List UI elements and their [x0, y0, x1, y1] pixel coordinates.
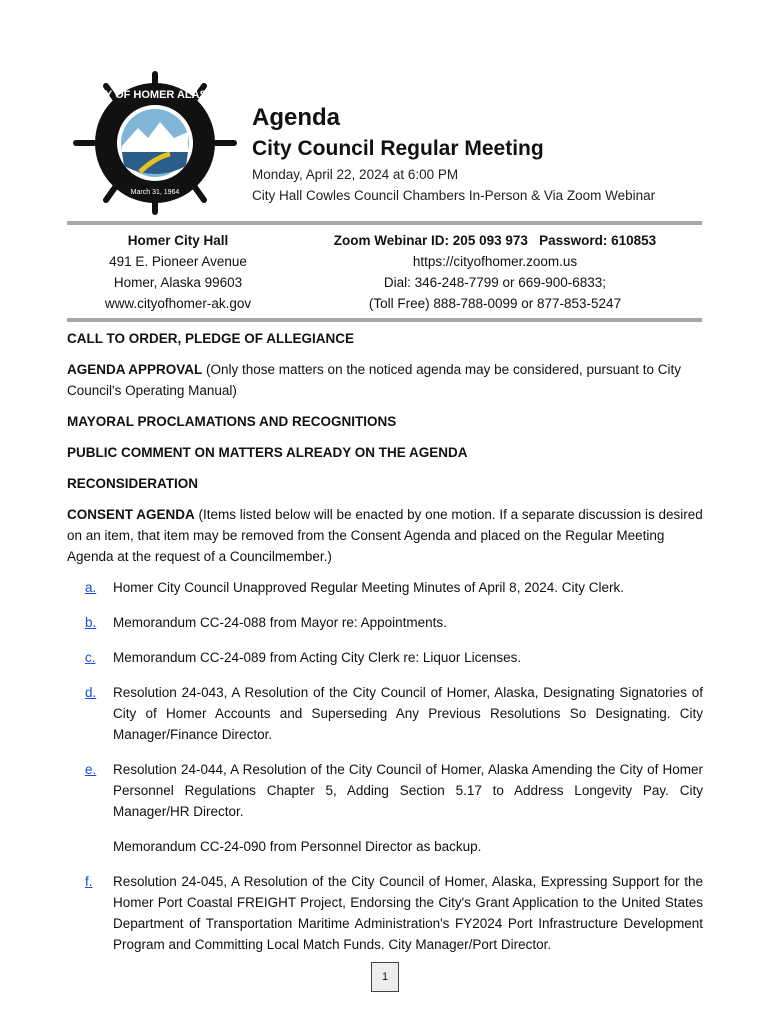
zoom-url-link[interactable]: https://cityofhomer.zoom.us	[412, 254, 578, 269]
list-item	[67, 647, 703, 668]
header-divider	[67, 221, 702, 225]
item-link-e[interactable]: e.	[85, 762, 97, 777]
item-link-f[interactable]: f.	[85, 874, 93, 889]
title-block	[252, 102, 655, 206]
item-link-d[interactable]: d.	[85, 685, 97, 700]
list-item	[67, 682, 703, 745]
list-item	[67, 759, 703, 822]
info-divider	[67, 318, 702, 322]
item-text: Resolution 24-045, A Resolution of the City Council of Homer, Alaska, Expressing Support for the Homer Port Coastal FREIGHT Project, Endorsing the City's Grant Application to the United States Department of Transportation Maritime Administration's FY2024 Port Infrastructure Development Program and Committing Local Match Funds. City Manager/Port Director.	[113, 874, 703, 952]
item-text: Homer City Council Unapproved Regular Meeting Minutes of April 8, 2024. City Clerk.	[113, 580, 624, 595]
city-of-homer-seal	[70, 70, 240, 216]
consent-agenda-section	[67, 504, 703, 567]
zoom-webinar-id: Zoom Webinar ID: 205 093 973 Password: 610853	[333, 233, 657, 248]
page-number: 1	[371, 962, 399, 992]
consent-items-list	[67, 577, 703, 955]
seal-ring-text: CITY OF HOMER ALASKA	[87, 89, 223, 101]
consent-agenda-heading: CONSENT AGENDA	[67, 507, 195, 522]
meeting-title: City Council Regular Meeting	[252, 137, 544, 160]
dial-numbers: Dial: 346-248-7799 or 669-900-6833;	[383, 275, 607, 290]
call-to-order-heading: CALL TO ORDER, PLEDGE OF ALLEGIANCE	[67, 331, 355, 346]
meeting-date: Monday, April 22, 2024 at 6:00 PM	[252, 167, 459, 182]
agenda-approval-section	[67, 359, 703, 401]
reconsideration-heading: RECONSIDERATION	[67, 476, 199, 491]
agenda-body	[67, 328, 703, 969]
city-hall-address2: Homer, Alaska 99603	[113, 275, 243, 290]
list-item	[67, 612, 703, 633]
zoom-info	[305, 230, 685, 314]
public-comment-heading: PUBLIC COMMENT ON MATTERS ALREADY ON THE AGENDA	[67, 445, 468, 460]
city-hall-address1: 491 E. Pioneer Avenue	[109, 254, 247, 269]
item-text: Memorandum CC-24-089 from Acting City Clerk re: Liquor Licenses.	[113, 650, 522, 665]
item-text: Resolution 24-043, A Resolution of the City Council of Homer, Alaska, Designating Signatories of City of Homer Accounts and Superseding Any Previous Resolutions So Designating. City Manager/Finance Director.	[113, 685, 703, 742]
page-title: Agenda	[252, 104, 341, 131]
item-e-note: Memorandum CC-24-090 from Personnel Director as backup.	[113, 839, 482, 854]
agenda-approval-text: (Only those matters on the noticed agenda may be considered, pursuant to City Council's Operating Manual)	[67, 362, 682, 398]
agenda-approval-heading: AGENDA APPROVAL	[67, 362, 203, 377]
city-hall-info	[67, 230, 289, 314]
consent-agenda-text: (Items listed below will be enacted by one motion. If a separate discussion is desired on an item, that item may be removed from the Consent Agenda and placed on the Regular Meeting Agenda at the request of a Councilmember.)	[67, 507, 703, 564]
item-link-a[interactable]: a.	[85, 580, 97, 595]
city-website-link[interactable]: www.cityofhomer-ak.gov	[104, 296, 252, 311]
item-link-b[interactable]: b.	[85, 615, 97, 630]
meeting-location: City Hall Cowles Council Chambers In-Person & Via Zoom Webinar	[252, 188, 656, 203]
city-hall-name: Homer City Hall	[127, 233, 229, 248]
list-item	[67, 577, 703, 598]
item-link-c[interactable]: c.	[85, 650, 96, 665]
seal-date-text: March 31, 1964	[130, 189, 180, 196]
proclamations-heading: MAYORAL PROCLAMATIONS AND RECOGNITIONS	[67, 414, 397, 429]
tollfree-numbers: (Toll Free) 888-788-0099 or 877-853-5247	[368, 296, 622, 311]
item-text: Memorandum CC-24-088 from Mayor re: Appointments.	[113, 615, 447, 630]
list-item	[67, 871, 703, 955]
item-text: Resolution 24-044, A Resolution of the City Council of Homer, Alaska Amending the City of Homer Personnel Regulations Chapter 5, Adding Section 5.17 to Address Longevity Pay. City Manager/HR Director.	[113, 762, 703, 819]
